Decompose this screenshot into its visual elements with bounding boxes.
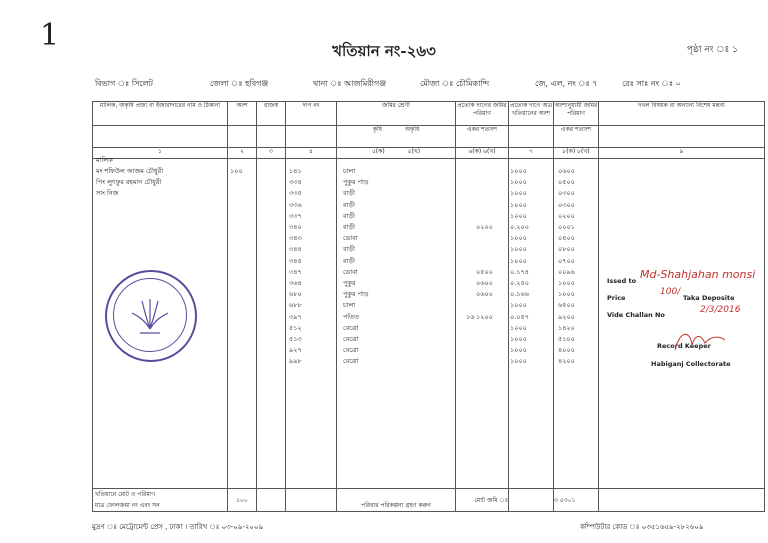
owner-address: সাং নিজ (96, 189, 119, 197)
agri-label: কৃষি (372, 126, 382, 133)
page-number: পৃষ্ঠা নং ঃ ১ (686, 45, 738, 55)
row-part: ১০০০ (510, 323, 527, 332)
row-shotangsho: ০৬০০ (476, 279, 493, 287)
deposit-label: Taka Deposite (683, 294, 735, 302)
colnum: ২ (228, 148, 257, 159)
row-area: ৬৫০০ (558, 301, 575, 310)
row-area: ০৭০০ (558, 256, 575, 265)
row-part: ১০০০ (510, 346, 527, 355)
handwritten-signature (670, 325, 730, 355)
seal-emblem-icon (114, 279, 186, 351)
row-dag: ৩৩৪ (289, 178, 302, 187)
row-class: পুকুর পাড় (343, 290, 369, 299)
row-area: ০৪০০ (558, 234, 575, 243)
row-dag: ৩৯৭ (289, 312, 302, 321)
row-part: ১০০০ (510, 200, 527, 209)
nonagri-label: অকৃষি (404, 126, 420, 133)
row-class: চালা (343, 301, 356, 310)
row-shotangsho: ০৫০০ (476, 267, 493, 276)
row-part: ১০০০ (510, 301, 527, 310)
row-part: ০.২০০ (510, 223, 529, 231)
row-class: বেত্রো (343, 357, 359, 366)
row-class: পুকুর পাড় (343, 178, 369, 187)
row-area: ০৫০০ (558, 178, 575, 187)
row-area: ১৪২০ (558, 323, 575, 332)
row-area: ১০০০ (558, 279, 575, 287)
col-dag-header: দাগ নং (286, 102, 337, 126)
colnum: ১ (93, 148, 228, 159)
colnum: ৬(ক) (468, 148, 482, 155)
footer-left-1: খতিয়ানে মোট ও পরিমাণ (94, 491, 156, 498)
row-part: ১০০০ (510, 335, 527, 343)
row-part: ১০০০ (510, 178, 527, 187)
row-shotangsho: ০২০০ (476, 223, 493, 231)
row-area: ৪০০০ (558, 346, 575, 355)
row-class: বেত্রো (343, 346, 359, 355)
row-dag: ৩৬৪ (289, 279, 302, 287)
row-dag: ৩৪৪ (289, 245, 302, 254)
row-part: ১০০০ (510, 245, 527, 254)
row-part: ১০০০ (510, 357, 527, 366)
row-part: ০.১৭৪ (510, 267, 529, 276)
owner-name: মং শফিউল আজম চৌধুরী (96, 167, 164, 175)
header-division: বিভাগ ঃ সিলেট (95, 79, 153, 88)
row-area: ০২০০ (558, 211, 575, 220)
official-seal-inner (113, 278, 187, 352)
col-area-each-header: প্রত্যেক দাগের জমির পরিমাণ (456, 102, 509, 126)
colnum: ৪ (286, 148, 337, 159)
row-class: বাড়ী (343, 223, 356, 231)
row-class: পুকুর (343, 279, 356, 287)
row-dag: ১৪১ (289, 167, 302, 175)
row-class: বেত্রো (343, 335, 359, 343)
row-dag: ৬৮৮ (289, 301, 302, 310)
row-part: ০.২৪০ (510, 279, 529, 287)
col-remarks-header: দখল বিষয়ক বা অন্যান্য বিশেষ মন্তব্য (599, 102, 765, 126)
footer-total-value: ৩ ৫৩০১ (554, 489, 599, 512)
row-dag: ৩৪৭ (289, 267, 302, 276)
row-class: ডোবা (343, 267, 358, 276)
header-mouza: মৌজা ঃ চৌমিকান্দি (420, 79, 490, 88)
colnum: ৭ (509, 148, 554, 159)
record-keeper-label: Record Keeper (657, 342, 711, 350)
row-area: ৯২০০ (558, 312, 575, 321)
row-dag: ৩৪০ (289, 223, 302, 231)
footer-left-2: মাত্র ফোলজমা নং এবং সন (94, 502, 160, 509)
header-jl-no: জে, এল, নং ঃ ৭ (535, 79, 598, 88)
row-area: ০৩০০ (558, 200, 575, 209)
header-re-sa-no: রেঃ সাঃ নং ঃ ০ (622, 79, 681, 88)
shotangsho-label-2: শতাংশ (575, 126, 591, 133)
issued-to-name: Md-Shahjahan monsi (640, 268, 756, 281)
row-dag: ৯২৭ (289, 346, 302, 355)
collectorate-label: Habiganj Collectorate (651, 360, 731, 368)
row-area: ০৮০০ (558, 245, 575, 254)
col-share-header: অংশ (228, 102, 257, 126)
row-area: ০০০১ (558, 223, 575, 231)
challan-label: Vide Challan No (607, 311, 665, 319)
row-area: ৪২০০ (558, 357, 575, 366)
margin-mark: 1 (40, 18, 60, 53)
row-class: বাড়ী (343, 200, 356, 209)
owner-label: মালিক (96, 156, 113, 164)
row-class: ডোবা (343, 234, 358, 243)
row-shotangsho: ০৬০০ (476, 290, 493, 299)
row-part: ০.০৫৭ (510, 312, 529, 321)
computer-code: কম্পিউটার কোড ঃ ০৩৫১৬৫৯-২৮২৬০৯ (580, 523, 704, 531)
page-title: খতিয়ান নং-২৬৩ (332, 42, 436, 60)
col-area-by-share-header: অংশানুযায়ী জমির পরিমাণ (554, 102, 599, 126)
row-class: চালা (343, 167, 356, 175)
row-dag: ৩৪৫ (289, 256, 302, 265)
col-revenue-header: রাজস্ব (257, 102, 286, 126)
row-part: ১০০০ (510, 189, 527, 198)
challan-date: 2/3/2016 (700, 305, 741, 315)
row-area: ০০৯৬ (558, 267, 575, 276)
row-area: ৫১০০ (558, 335, 575, 343)
footer-family-planning: পরিবার পরিকল্পনা গ্রহণ করুন (337, 489, 456, 512)
row-class: বাড়ী (343, 245, 356, 254)
row-class: বাড়ী (343, 256, 356, 265)
footer-share-total: ১০০ (228, 489, 257, 512)
colnum: ৯ (599, 148, 765, 159)
row-dag: ৩৩৫ (289, 189, 302, 198)
row-dag: ৩৩৬ (289, 200, 302, 209)
price-label: Price (607, 294, 626, 302)
row-part: ১০০০ (510, 211, 527, 220)
price-value: 100/ (660, 287, 681, 297)
colnum: ৬(খ) (483, 148, 496, 155)
col-area-share-header: প্রত্যেক দাগে অত্র খতিয়ানের অংশ (509, 102, 554, 126)
colnum: ৫(ক) (371, 148, 385, 155)
row-dag: ৫১২ (289, 323, 302, 332)
row-shotangsho: ১২০০ (476, 312, 493, 321)
row-dag: ৯৯৮ (289, 357, 302, 366)
row-part: ০.১৬৬ (510, 290, 529, 299)
row-area: ১০০০ (558, 290, 575, 299)
row-part: ১০০০ (510, 234, 527, 243)
colnum: ৮(ক) (562, 148, 576, 155)
row-class: বাড়ী (343, 189, 356, 198)
col-class-header: জমির শ্রেণী (337, 102, 456, 126)
acre-label-2: একর (561, 126, 574, 133)
row-class: বেত্রো (343, 323, 359, 332)
row-part: ১০০০ (510, 167, 527, 175)
row-part: ১০০০ (510, 256, 527, 265)
shotangsho-label: শতাংশ (481, 126, 497, 133)
row-class: বাড়ী (343, 211, 356, 220)
header-district: জেলা ঃ হবিগঞ্জ (210, 79, 269, 88)
row-dag: ৩৩৭ (289, 211, 302, 220)
row-area: ০৬০০ (558, 167, 575, 175)
row-class: পতিত (343, 312, 360, 321)
row-dag: ৩৪৩ (289, 234, 302, 243)
row-dag: ৫১৩ (289, 335, 302, 343)
colnum: ৫(খ) (407, 148, 421, 155)
footer-total-label: মোট জমি ঃ (456, 489, 509, 512)
acre-label: একর (467, 126, 480, 133)
header-thana: থানা ঃ আজমিরীগঞ্জ (313, 79, 387, 88)
col-owner-header: মালিক, অকৃষি প্রজা বা ইজারাদারের নাম ও ঠিকানা (93, 102, 228, 126)
row-area: ০৩০০ (558, 189, 575, 198)
row-dag: ৬৮০ (289, 290, 302, 299)
issued-to-label: Issed to (607, 277, 637, 285)
press-info: মুদ্রণ ঃ মেট্রোমেন্ট প্রেস , ঢাকা । তারিখ ঃ ০৩-০৯-২০০৯ (92, 523, 264, 531)
owner-share: ১০০ (230, 167, 243, 175)
colnum: ৮(খ) (577, 148, 590, 155)
owner-father: পিং লুৎফুর রহমান চৌধুরী (96, 178, 162, 186)
row-acre: ১৬ (466, 312, 475, 321)
colnum: ৩ (257, 148, 286, 159)
